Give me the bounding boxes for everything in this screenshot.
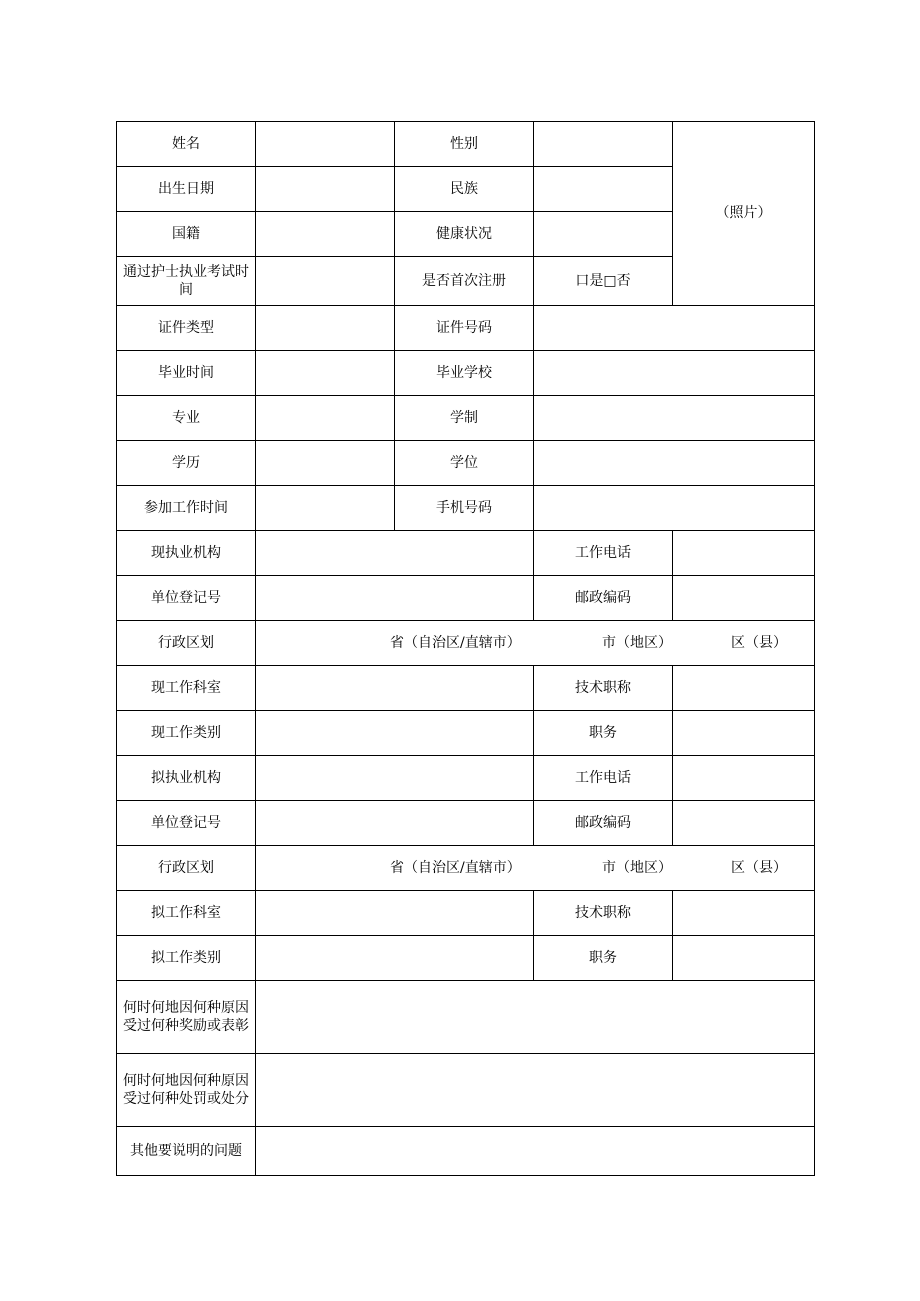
proposed-department-field[interactable]: [256, 891, 534, 936]
graduation-time-field[interactable]: [256, 351, 395, 396]
exam-time-field[interactable]: [256, 257, 395, 306]
gender-label: 性别: [395, 122, 534, 167]
graduation-time-label: 毕业时间: [117, 351, 256, 396]
study-length-label: 学制: [395, 396, 534, 441]
remarks-label: 其他要说明的问题: [117, 1127, 256, 1176]
current-work-category-field[interactable]: [256, 711, 534, 756]
nationality-label: 国籍: [117, 212, 256, 257]
current-institution-label: 现执业机构: [117, 531, 256, 576]
current-institution-field[interactable]: [256, 531, 534, 576]
id-number-label: 证件号码: [395, 306, 534, 351]
ethnicity-label: 民族: [395, 167, 534, 212]
proposed-postcode-label: 邮政编码: [534, 801, 673, 846]
proposed-province-label: 省（自治区/直辖市）: [390, 860, 521, 876]
current-district-label: 区（县）: [731, 635, 787, 651]
current-province-label: 省（自治区/直辖市）: [390, 635, 521, 651]
current-department-label: 现工作科室: [117, 666, 256, 711]
rewards-label: 何时何地因何种原因受过何种奖励或表彰: [117, 981, 256, 1054]
first-registration-options[interactable]: 口是□否: [534, 257, 673, 306]
name-label: 姓名: [117, 122, 256, 167]
exam-time-label: 通过护士执业考试时间: [117, 257, 256, 306]
first-registration-label: 是否首次注册: [395, 257, 534, 306]
current-postcode-label: 邮政编码: [534, 576, 673, 621]
education-field[interactable]: [256, 441, 395, 486]
proposed-postcode-field[interactable]: [673, 801, 815, 846]
degree-field[interactable]: [534, 441, 815, 486]
nationality-field[interactable]: [256, 212, 395, 257]
proposed-admin-region-label: 行政区划: [117, 846, 256, 891]
rewards-field[interactable]: [256, 981, 815, 1054]
punishments-field[interactable]: [256, 1054, 815, 1127]
current-unit-reg-label: 单位登记号: [117, 576, 256, 621]
current-unit-reg-field[interactable]: [256, 576, 534, 621]
proposed-position-field[interactable]: [673, 936, 815, 981]
photo-box[interactable]: （照片）: [673, 122, 815, 306]
proposed-unit-reg-label: 单位登记号: [117, 801, 256, 846]
current-city-label: 市（地区）: [602, 635, 672, 651]
graduation-school-field[interactable]: [534, 351, 815, 396]
graduation-school-label: 毕业学校: [395, 351, 534, 396]
study-length-field[interactable]: [534, 396, 815, 441]
proposed-work-phone-field[interactable]: [673, 756, 815, 801]
current-position-label: 职务: [534, 711, 673, 756]
gender-field[interactable]: [534, 122, 673, 167]
id-type-field[interactable]: [256, 306, 395, 351]
proposed-department-label: 拟工作科室: [117, 891, 256, 936]
punishments-label: 何时何地因何种原因受过何种处罚或处分: [117, 1054, 256, 1127]
proposed-position-label: 职务: [534, 936, 673, 981]
proposed-unit-reg-field[interactable]: [256, 801, 534, 846]
degree-label: 学位: [395, 441, 534, 486]
name-field[interactable]: [256, 122, 395, 167]
current-work-phone-label: 工作电话: [534, 531, 673, 576]
nurse-registration-form: [116, 121, 815, 1176]
current-tech-title-field[interactable]: [673, 666, 815, 711]
current-admin-region-field[interactable]: [256, 621, 815, 666]
mobile-field[interactable]: [534, 486, 815, 531]
id-type-label: 证件类型: [117, 306, 256, 351]
proposed-institution-label: 拟执业机构: [117, 756, 256, 801]
proposed-district-label: 区（县）: [731, 860, 787, 876]
work-start-time-field[interactable]: [256, 486, 395, 531]
education-label: 学历: [117, 441, 256, 486]
current-postcode-field[interactable]: [673, 576, 815, 621]
mobile-label: 手机号码: [395, 486, 534, 531]
id-number-field[interactable]: [534, 306, 815, 351]
current-work-category-label: 现工作类别: [117, 711, 256, 756]
current-admin-region-label: 行政区划: [117, 621, 256, 666]
health-field[interactable]: [534, 212, 673, 257]
proposed-tech-title-field[interactable]: [673, 891, 815, 936]
current-position-field[interactable]: [673, 711, 815, 756]
remarks-field[interactable]: [256, 1127, 815, 1176]
proposed-institution-field[interactable]: [256, 756, 534, 801]
birth-date-label: 出生日期: [117, 167, 256, 212]
major-label: 专业: [117, 396, 256, 441]
proposed-city-label: 市（地区）: [602, 860, 672, 876]
proposed-admin-region-field[interactable]: [256, 846, 815, 891]
major-field[interactable]: [256, 396, 395, 441]
current-work-phone-field[interactable]: [673, 531, 815, 576]
current-department-field[interactable]: [256, 666, 534, 711]
current-tech-title-label: 技术职称: [534, 666, 673, 711]
proposed-tech-title-label: 技术职称: [534, 891, 673, 936]
birth-date-field[interactable]: [256, 167, 395, 212]
health-label: 健康状况: [395, 212, 534, 257]
proposed-work-category-label: 拟工作类别: [117, 936, 256, 981]
proposed-work-category-field[interactable]: [256, 936, 534, 981]
proposed-work-phone-label: 工作电话: [534, 756, 673, 801]
work-start-time-label: 参加工作时间: [117, 486, 256, 531]
ethnicity-field[interactable]: [534, 167, 673, 212]
